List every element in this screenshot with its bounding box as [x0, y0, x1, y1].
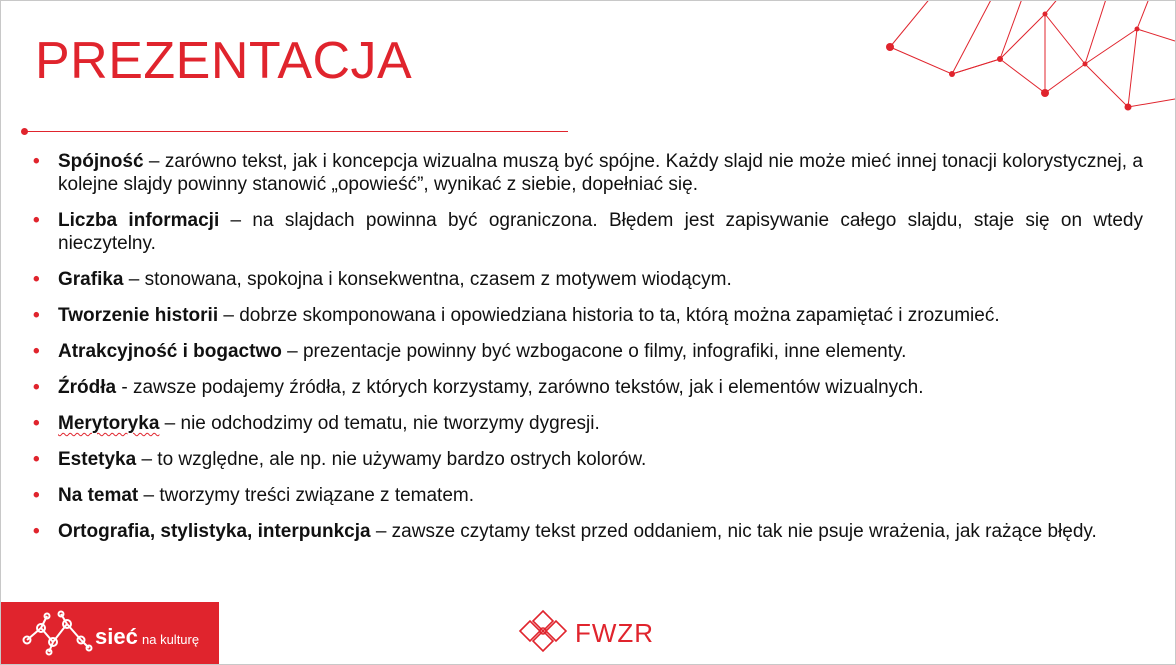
fwzr-logo-text: FWZR [575, 618, 655, 648]
list-item-term: Liczba informacji [58, 210, 220, 231]
list-item-text: – to względne, ale np. nie używamy bardzo ostrych kolorów. [136, 449, 647, 470]
bullet-list [31, 150, 1143, 556]
bullet-icon: • [33, 377, 40, 398]
bullet-icon: • [33, 305, 40, 326]
bullet-icon: • [33, 151, 40, 172]
bullet-icon: • [33, 485, 40, 506]
list-item-term: Tworzenie historii [58, 305, 219, 326]
list-item [31, 448, 1143, 471]
network-decoration-icon [885, 1, 1175, 116]
fwzr-logo [517, 606, 667, 656]
list-item-text: – nie odchodzimy od tematu, nie tworzymy dygresji. [159, 413, 600, 434]
list-item [31, 412, 1143, 435]
siec-logo-sub: na kulturę [142, 632, 200, 647]
title-divider-dot [21, 128, 28, 135]
bullet-icon: • [33, 521, 40, 542]
list-item-term: Atrakcyjność i bogactwo [58, 341, 282, 362]
bullet-icon: • [33, 413, 40, 434]
list-item-text: – stonowana, spokojna i konsekwentna, czasem z motywem wiodącym. [123, 269, 732, 290]
list-item-term: Merytoryka [58, 413, 160, 434]
siec-logo [1, 602, 219, 664]
list-item [31, 150, 1143, 196]
list-item [31, 340, 1143, 363]
bullet-icon: • [33, 341, 40, 362]
list-item-text: – tworzymy treści związane z tematem. [138, 485, 475, 506]
list-item-text: – zarówno tekst, jak i koncepcja wizualna muszą być spójne. Każdy slajd nie może mieć innej tonacji kolorystycznej, a kolejne slajdy powinny stanowić „opowieść”, wynikać z siebie, dopełniać się. [58, 151, 1143, 195]
list-item-term: Źródła [58, 377, 117, 398]
list-item-term: Ortografia, stylistyka, interpunkcja [58, 521, 371, 542]
bullet-icon: • [33, 269, 40, 290]
list-item [31, 268, 1143, 291]
list-item-text: - zawsze podajemy źródła, z których korzystamy, zarówno tekstów, jak i elementów wizualnych. [116, 377, 924, 398]
list-item [31, 520, 1143, 543]
list-item-term: Estetyka [58, 449, 137, 470]
siec-logo-main: sieć [95, 624, 138, 649]
list-item-text: – prezentacje powinny być wzbogacone o filmy, infografiki, inne elementy. [281, 341, 907, 362]
list-item [31, 209, 1143, 255]
title-divider [23, 131, 568, 132]
fwzr-emblem-icon [517, 608, 569, 654]
siec-network-icon [19, 610, 95, 656]
list-item [31, 484, 1143, 507]
list-item [31, 304, 1143, 327]
list-item-term: Na temat [58, 485, 139, 506]
list-item-term: Spójność [58, 151, 144, 172]
slide-title: PREZENTACJA [35, 32, 413, 90]
list-item-term: Grafika [58, 269, 124, 290]
list-item-text: – dobrze skomponowana i opowiedziana historia to ta, którą można zapamiętać i zrozumieć. [218, 305, 1000, 326]
bullet-icon: • [33, 449, 40, 470]
list-item-text: – na slajdach powinna być ograniczona. Błędem jest zapisywanie całego slajdu, staje się on wtedy nieczytelny. [58, 210, 1143, 254]
bullet-icon: • [33, 210, 40, 231]
list-item [31, 376, 1143, 399]
list-item-text: – zawsze czytamy tekst przed oddaniem, nic tak nie psuje wrażenia, jak rażące błędy. [370, 521, 1097, 542]
